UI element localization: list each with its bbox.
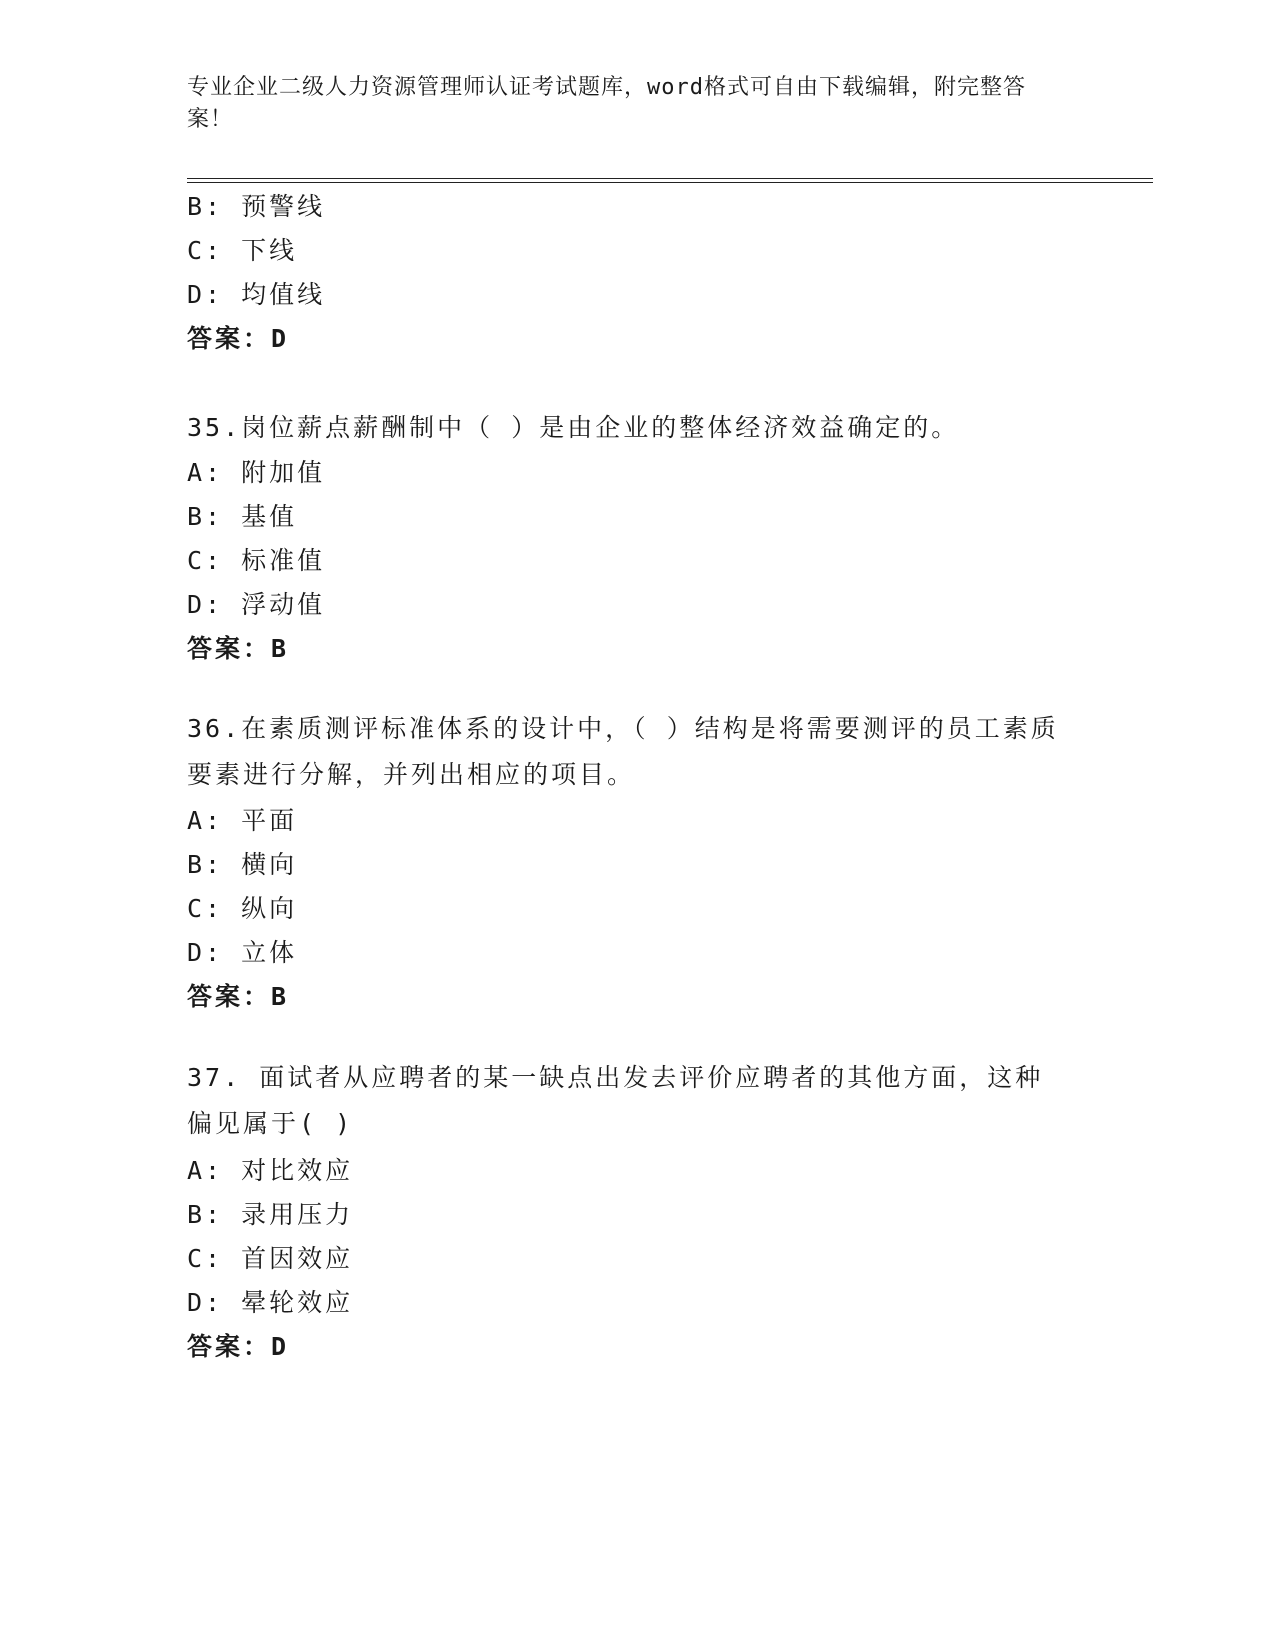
question-35-text: 35.岗位薪点薪酬制中（ ）是由企业的整体经济效益确定的。 bbox=[187, 413, 960, 442]
answer: 答案：D bbox=[187, 1332, 290, 1361]
option-d: D: 晕轮效应 bbox=[187, 1288, 354, 1317]
option-d: D: 浮动值 bbox=[187, 590, 326, 619]
option-c: C: 纵向 bbox=[187, 894, 298, 923]
header-divider-bottom bbox=[187, 182, 1153, 183]
option-c: C: 下线 bbox=[187, 236, 298, 265]
question-36-text: 36.在素质测评标准体系的设计中，（ ）结构是将需要测评的员工素质要素进行分解，并列出相应的项目。 bbox=[187, 714, 1059, 789]
answer: 答案：B bbox=[187, 982, 290, 1011]
option-d: D: 均值线 bbox=[187, 280, 326, 309]
option-c: C: 首因效应 bbox=[187, 1244, 354, 1273]
header-divider-top bbox=[187, 178, 1153, 179]
option-b: B: 录用压力 bbox=[187, 1200, 354, 1229]
option-a: A: 平面 bbox=[187, 806, 298, 835]
option-b: B: 预警线 bbox=[187, 192, 326, 221]
question-37-text: 37. 面试者从应聘者的某一缺点出发去评价应聘者的其他方面，这种偏见属于( ) bbox=[187, 1063, 1044, 1138]
option-a: A: 附加值 bbox=[187, 458, 326, 487]
option-b: B: 横向 bbox=[187, 850, 298, 879]
option-b: B: 基值 bbox=[187, 502, 298, 531]
option-a: A: 对比效应 bbox=[187, 1156, 354, 1185]
document-header: 专业企业二级人力资源管理师认证考试题库，word格式可自由下载编辑，附完整答案！ bbox=[187, 75, 1026, 132]
answer: 答案：B bbox=[187, 634, 290, 663]
answer: 答案：D bbox=[187, 324, 290, 353]
option-d: D: 立体 bbox=[187, 938, 298, 967]
option-c: C: 标准值 bbox=[187, 546, 326, 575]
